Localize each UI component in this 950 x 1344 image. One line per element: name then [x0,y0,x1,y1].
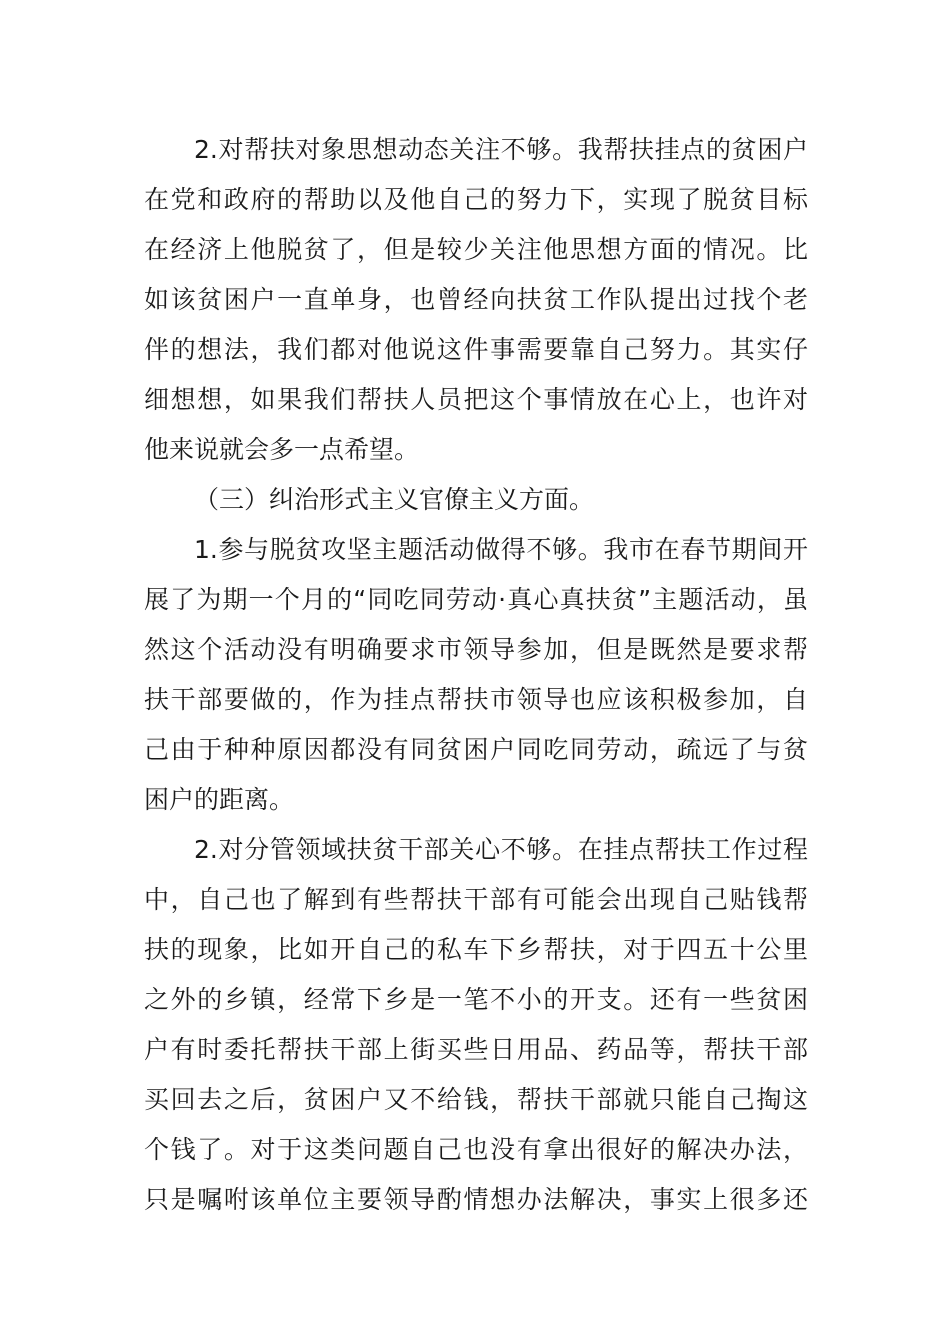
paragraph-1-line-4: 如该贫困户一直单身，也曾经向扶贫工作队提出过找个老 [144,285,808,314]
paragraph-1-line-7: 他来说就会多一点希望。 [144,435,420,464]
paragraph-1-line-2: 在党和政府的帮助以及他自己的努力下，实现了脱贫目标 [144,185,808,214]
paragraph-3-line-5: 户有时委托帮扶干部上街买些日用品、药品等，帮扶干部 [144,1035,808,1064]
paragraph-1-line-3: 在经济上他脱贫了，但是较少关注他思想方面的情况。比 [144,235,808,264]
paragraph-2-line-3: 然这个活动没有明确要求市领导参加，但是既然是要求帮 [144,635,808,664]
paragraph-2-line-2: 展了为期一个月的“同吃同劳动·真心真扶贫”主题活动，虽 [144,585,808,614]
paragraph-2-line-5: 己由于种种原因都没有同贫困户同吃同劳动，疏远了与贫 [144,735,808,764]
paragraph-3-line-3: 扶的现象，比如开自己的私车下乡帮扶，对于四五十公里 [144,935,808,964]
paragraph-3-line-1: 2.对分管领域扶贫干部关心不够。在挂点帮扶工作过程 [194,835,808,864]
paragraph-3-line-8: 只是嘱咐该单位主要领导酌情想办法解决，事实上很多还 [144,1185,808,1214]
paragraph-1-line-5: 伴的想法，我们都对他说这件事需要靠自己努力。其实仔 [144,335,808,364]
paragraph-2-line-1: 1.参与脱贫攻坚主题活动做得不够。我市在春节期间开 [194,535,808,564]
paragraph-3-line-6: 买回去之后，贫困户又不给钱，帮扶干部就只能自己掏这 [144,1085,808,1114]
paragraph-2-line-6: 困户的距离。 [144,785,295,814]
paragraph-3-line-2: 中，自己也了解到有些帮扶干部有可能会出现自己贴钱帮 [144,885,808,914]
paragraph-3-line-4: 之外的乡镇，经常下乡是一笔不小的开支。还有一些贫困 [144,985,808,1014]
section-heading: （三）纠治形式主义官僚主义方面。 [194,485,595,514]
paragraph-1-line-6: 细想想，如果我们帮扶人员把这个事情放在心上，也许对 [144,385,808,414]
paragraph-1-line-1: 2.对帮扶对象思想动态关注不够。我帮扶挂点的贫困户 [194,135,808,164]
paragraph-2-line-4: 扶干部要做的，作为挂点帮扶市领导也应该积极参加，自 [144,685,808,714]
paragraph-3-line-7: 个钱了。对于这类问题自己也没有拿出很好的解决办法， [144,1135,808,1164]
